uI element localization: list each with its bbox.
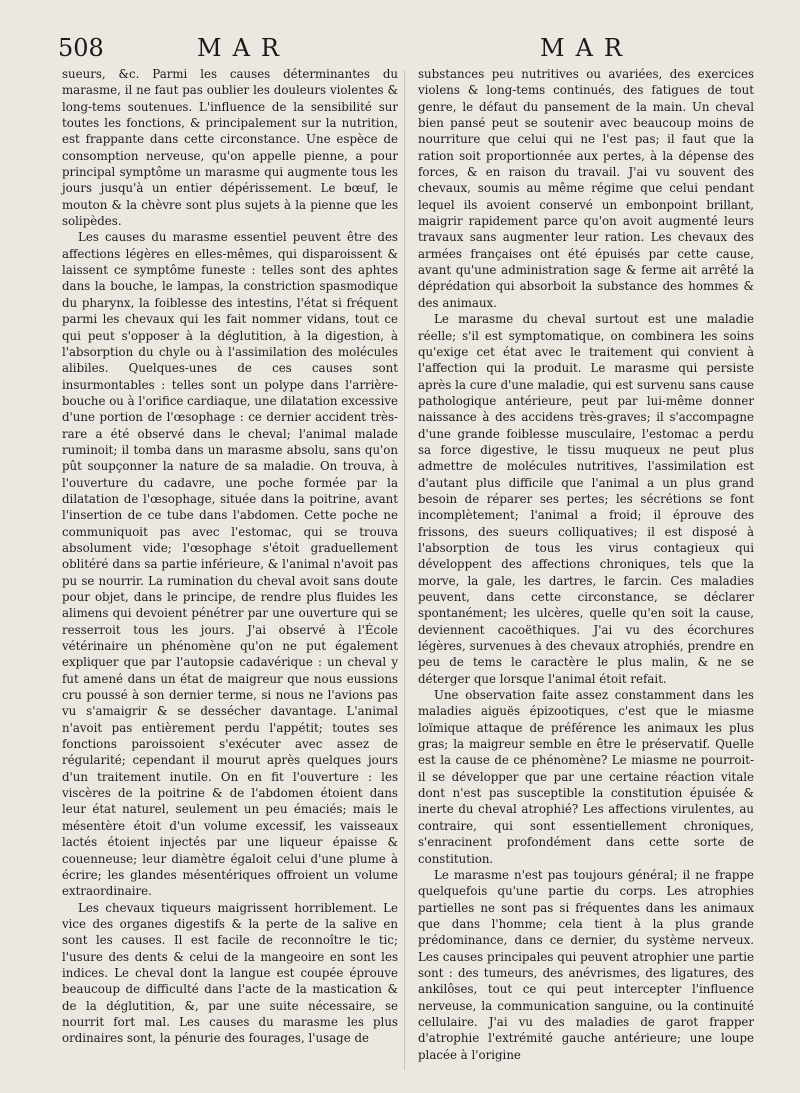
running-header: [0, 28, 800, 64]
paragraph: Une observation faite assez constamment dans les maladies aiguës épizootiques, c'est que le miasme loïmique attaque de préférence les animaux les plus gras; la maigreur semble en être le préservatif. Quelle est la cause de ce phénomène? Le miasme ne pourroit-il se développer que par une certaine réaction vitale dont n'est pas susceptible la constitution épuisée & inerte du cheval atrophié? Les affections virulentes, au contraire, qui sont essentiellement chroniques, s'enracinent profondément dans cette sorte de constitution.: [418, 688, 754, 866]
paragraph: Les chevaux tiqueurs maigrissent horriblement. Le vice des organes digestifs & la perte de la salive en sont les causes. Il est facile de reconnoître le tic; l'usure des dents & celui de la mangeoire en sont les indices. Le cheval dont la langue est coupée éprouve beaucoup de difficulté dans l'acte de la mastication & de la déglutition, &, par une suite nécessaire, se nourrit fort mal. Les causes du marasme les plus ordinaires sont, la pénurie des fourages, l'usage de: [62, 900, 398, 1046]
paragraph: Le marasme n'est pas toujours général; il ne frappe quelquefois qu'une partie du corps. Les atrophies partielles ne sont pas si fréquentes dans les animaux que dans l'homme; cela tient à la plus grande prédominance, dans ce dernier, du système nerveux. Les causes principales qui peuvent atrophier une partie sont : des tumeurs, des anévrismes, des ligatures, des ankilôses, tout ce qui peut intercepter l'influence nerveuse, la communication sanguine, ou la continuité cellulaire. J'ai vu des maladies de garot frapper d'atrophie l'extrémité gauche antérieure; une loupe placée à l'origine: [418, 867, 754, 1062]
left-column: [62, 66, 398, 1047]
page-number: 508: [58, 34, 104, 62]
paragraph: Les causes du marasme essentiel peuvent être des affections légères en elles-mêmes, qui disparoissent & laissent ce symptôme funeste : telles sont des aphtes dans la bouche, le lampas, la constriction spasmodique du pharynx, la foiblesse des intestins, l'état si fréquent parmi les chevaux qui les fait nommer vidans, tout ce qui peut s'opposer à la déglutition, à la digestion, à l'absorption du chyle ou à l'assimilation des molécules alibiles. Quelques-unes de ces causes sont insurmontables : telles sont un polype dans l'arrière-bouche ou à l'orifice cardiaque, une dilatation excessive d'une portion de l'œsophage : ce dernier accident très-rare a été observé dans le cheval; l'animal malade ruminoit; il tomba dans un marasme absolu, sans qu'on pût soupçonner la nature de sa maladie. On trouva, à l'ouverture du cadavre, une poche formée par la dilatation de l'œsophage, située dans la poitrine, avant l'insertion de ce tube dans l'abdomen. Cette poche ne communiquoit pas avec l'estomac, qui se trouva absolument vide; l'œsophage s'étoit graduellement oblitéré dans sa partie inférieure, & l'animal n'avoit pas pu se nourrir. La rumination du cheval avoit sans doute pour objet, dans le principe, de rendre plus fluides les alimens qui devoient pénétrer par une ouverture qui se resserroit tous les jours. J'ai observé à l'École vétérinaire un phénomène qu'on ne put également expliquer que par l'autopsie cadavérique : un cheval y fut amené dans un état de maigreur que nous eussions cru poussé à son dernier terme, si nous ne l'avions pas vu s'amaigrir & se dessécher davantage. L'animal n'avoit pas entièrement perdu l'appétit; toutes ses fonctions paroissoient s'exécuter avec assez de régularité; cependant il mourut après quelques jours d'un traitement inutile. On en fit l'ouverture : les viscères de la poitrine & de l'abdomen étoient dans leur état naturel, seulement un peu émaciés; mais le mésentère étoit d'un volume excessif, les vaisseaux lactés étoient injectés par une liqueur épaisse & couenneuse; leur diamètre égaloit celui d'une plume à écrire; les glandes mésentériques offroient un volume extraordinaire.: [62, 230, 398, 899]
left-running-head: MAR: [197, 34, 290, 62]
right-column: [418, 66, 754, 1063]
paragraph: sueurs, &c. Parmi les causes déterminantes du marasme, il ne faut pas oublier les douleurs violentes & long-tems soutenues. L'influence de la sensibilité sur toutes les fonctions, & principalement sur la nutrition, est frappante dans cette circonstance. Une espèce de consomption nerveuse, qu'on appelle pienne, a pour principal symptôme un marasme qui augmente tous les jours jusqu'à un entier dépérissement. Le bœuf, le mouton & la chèvre sont plus sujets à la pienne que les solipèdes.: [62, 67, 398, 229]
paragraph: Le marasme du cheval surtout est une maladie réelle; s'il est symptomatique, on combinera les soins qu'exige cet état avec le traitement qui convient à l'affection qui la produit. Le marasme qui persiste après la cure d'une maladie, qui est survenu sans cause pathologique antérieure, peut par lui-même donner naissance à des accidens très-graves; il s'accompagne d'une grande foiblesse musculaire, l'estomac a perdu sa force digestive, le tissu muqueux ne peut plus admettre de molécules nutritives, l'assimilation est d'autant plus difficile que l'animal a un plus grand besoin de réparer ses pertes; les sécrétions se font incomplètement; l'animal a froid; il éprouve des frissons, des sueurs colliquatives; il est disposé à l'absorption de tous les virus contagieux qui développent des affections chroniques, tels que la morve, la gale, les dartres, le farcin. Ces maladies peuvent, dans cette circonstance, se déclarer spontanément; les ulcères, quelle qu'en soit la cause, deviennent cacoëthiques. J'ai vu des écorchures légères, survenues à des chevaux atrophiés, prendre en peu de tems le caractère le plus malin, & ne se déterger que lorsque l'animal étoit refait.: [418, 312, 754, 686]
column-divider: [404, 70, 405, 1070]
paragraph: substances peu nutritives ou avariées, des exercices violens & long-tems continués, des fatigues de tout genre, le défaut du pansement de la main. Un cheval bien pansé peut se soutenir avec beaucoup moins de nourriture que celui qui ne l'est pas; il faut que la ration soit proportionnée aux pertes, à la dépense des forces, & en raison du travail. J'ai vu souvent des chevaux, soumis au même régime que celui pendant lequel ils avoient conservé un embonpoint brillant, maigrir rapidement parce qu'on avoit augmenté leurs travaux sans augmenter leur ration. Les chevaux des armées françaises ont été épuisés par cette cause, avant qu'une administration sage & ferme ait arrêté la déprédation qui absorboit la substance des hommes & des animaux.: [418, 67, 754, 310]
right-running-head: MAR: [540, 34, 633, 62]
